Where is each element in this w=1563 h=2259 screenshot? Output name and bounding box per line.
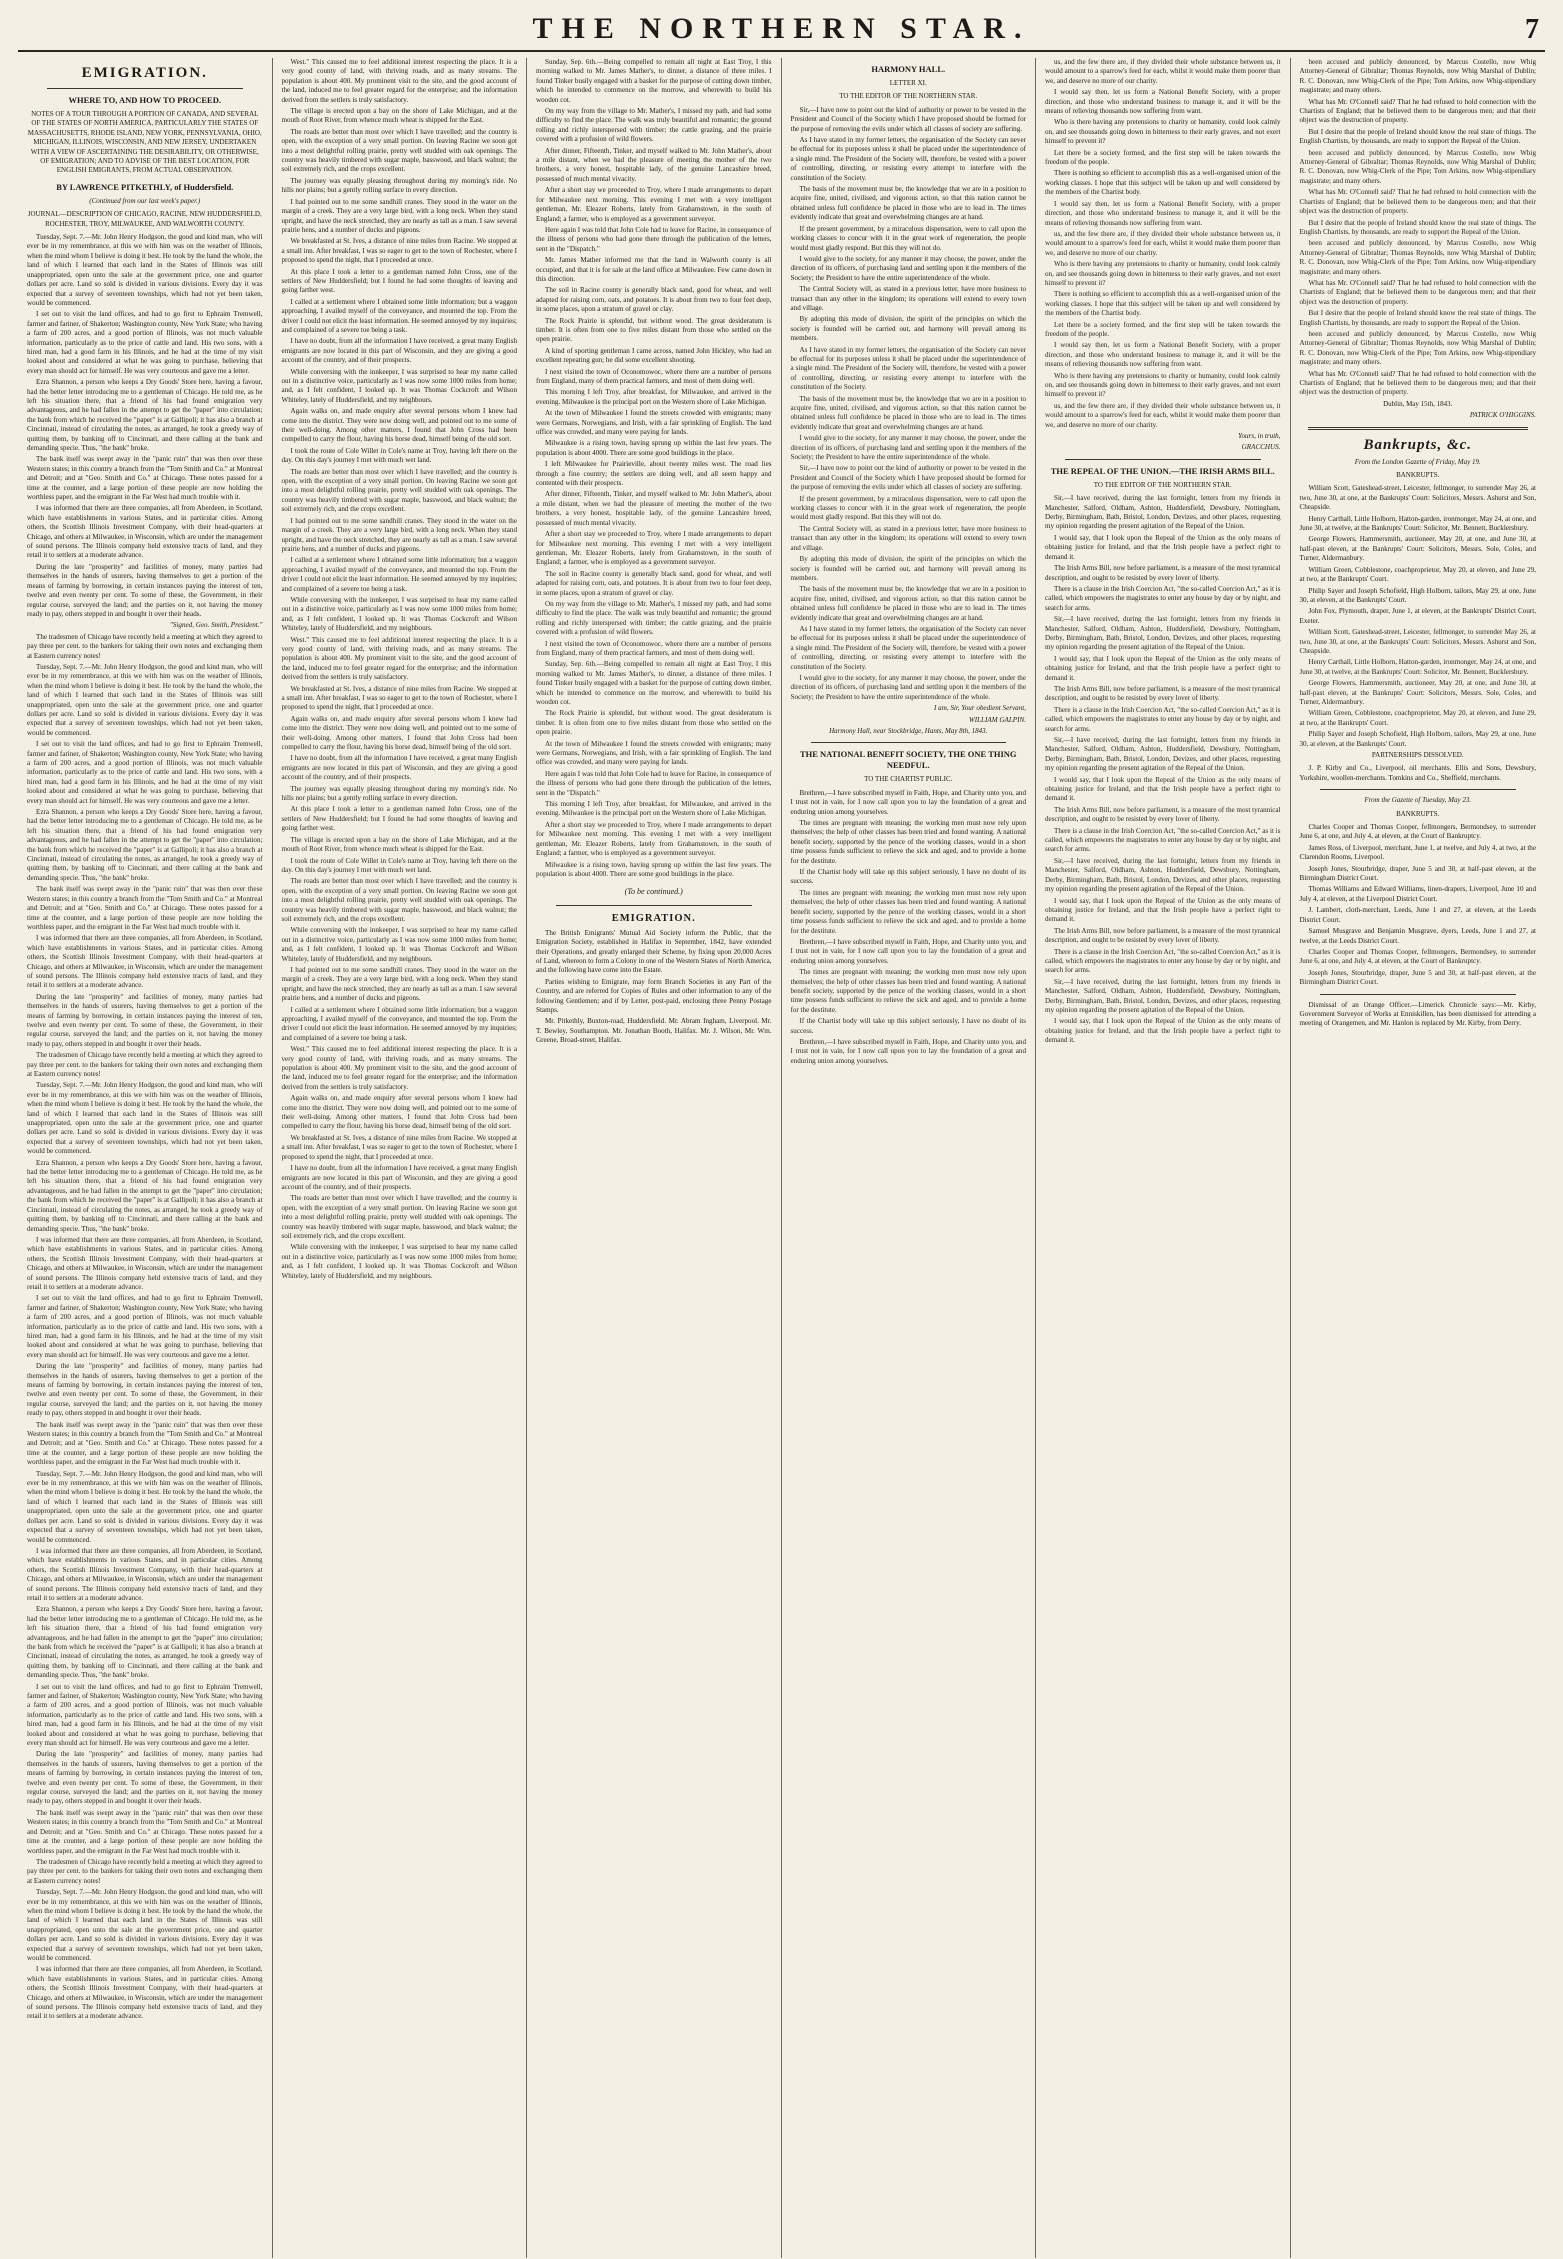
paragraph: I would say, that I look upon the Repeal of the Union as the only means of obtaining justice for Ireland, and that the Irish people have a perfect right to demand it. <box>1045 654 1281 682</box>
paragraph: During the late "prosperity" and facilities of money, many parties had themselves in the hands of usurers, having themselves to get a portion of the means of farming by borrowing, in certain instances paying the interest of ten, twelve and even twenty per cent. To some of these, the Government, in their regular course, surveyed the land; and the parties on it, not having the money ready to pay, others stepped in and bought it over their heads. <box>27 1362 263 1418</box>
paragraph: Let there be a society formed, and the first step will be taken towards the freedom of the people. <box>1045 148 1281 167</box>
paragraph: Charles Cooper and Thomas Cooper, fellmongers, Bermondsey, to surrender June 6, at one, and July 4, at eleven, at the Court of Bankruptcy. <box>1299 947 1536 966</box>
column-3 <box>527 58 782 2258</box>
page-number: 7 <box>1525 14 1539 45</box>
paragraph: The Central Society will, as stated in a previous letter, have more business to transact than any other in the kingdom; its operations will extend to every town and village. <box>790 285 1026 312</box>
paragraph: I would say then, let us form a National Benefit Society, with a proper direction, and those who understand business to manage it, and it will be the means of relieving thousands now suffering from want. <box>1045 341 1281 369</box>
signature: "Signed, Geo. Smith, President." <box>169 621 263 630</box>
paragraph: I was informed that there are three companies, all from Aberdeen, in Scotland, which have establishments in various States, and in particular cities. Among others, the Scottish Illinois Investment Company, with their head-quarters at Chicago, and others at Milwaukee, in Wisconsin, which are under the management of sound persons. The Illinois company held extensive tracts of land, and they retail it to settlers at a moderate advance. <box>27 1546 263 1602</box>
byline: BY LAWRENCE PITKETHLY, of Huddersfield. <box>56 181 234 192</box>
paragraph: Sir,—I have received, during the last fortnight, letters from my friends in Manchester, Salford, Oldham, Ashton, Huddersfield, Dewsbury, Nottingham, Derby, Birmingham, Bath, Bristol, London, Devizes, and other places, requesting my opinion regarding the present agitation of the Repeal of the Union. <box>1045 736 1281 773</box>
paragraph: I set out to visit the land offices, and had to go first to Ephraim Tremwell, farmer and fariner, of Shakerton; Washington county, New York State; who having a farm of 200 acres, and a good portion of Illinois, was not much valuable information, particularly as to the price of cattle and land. His two sons, with a hired man, had a good farm in his Illinois, and he had at the time of my visit looked about and considered at what he was going to purchase, believing that every man should act for himself. He was very courteous and gave me a letter. <box>27 1682 263 1748</box>
paragraph: I would say, that I look upon the Repeal of the Union as the only means of obtaining justice for Ireland, and that the Irish people have a perfect right to demand it. <box>1045 533 1281 561</box>
paragraph: The British Emigrants' Mutual Aid Society inform the Public, that the Emigration Society, established in Halifax in September, 1842, have extended their Operations, and greatly enlarged their Scheme, by fixing upon 20,000 Acres of Land, whereon to form a Colony in one of the Western States of North America, and the following have come into the Estate. <box>536 928 772 975</box>
paragraph: James Ross, of Liverpool, merchant, June 1, at twelve, and July 4, at two, at the Clarendon Rooms, Liverpool. <box>1299 843 1536 862</box>
columns <box>18 58 1545 2258</box>
paragraph: Ezra Shannon, a person who keeps a Dry Goods' Store here, having a favour, had the better letter introducing me to a gentleman of Chicago. He told me, as he left his situation there, that a friend of his had found emigration very advantageous, and he had fallen in the attempt to get the "paper" into circulation; the bank from which he received the "paper" is at Gallipoli; it has also a branch at Cincinnati, instead of circulating the notes, as arranged, he took a greedy way of quitting them, by banking off to Cincinnati, and there calling at the bank and demanding specie. Thus, "the bank" broke. <box>27 378 263 452</box>
divider <box>811 742 1007 743</box>
signature: PATRICK O'HIGGINS. <box>1469 411 1536 420</box>
paragraph: I had pointed out to me some sandhill cranes. They stood in the water on the margin of a creek. They are a very large bird, with a long neck. When they stand upright, and have the neck stretched, they are nearly as tall as a man. I saw several prairie hens, and a number of ducks and pigeons. <box>281 197 517 234</box>
paragraph: I took the route of Cole Willet in Cole's name at Troy, having left there on the day. On this day's journey I met with much wet land. <box>281 856 517 874</box>
continued-note: (Continued from our last week's paper.) <box>89 196 201 205</box>
article-subhead: NOTES OF A TOUR THROUGH A PORTION OF CANADA, AND SEVERAL OF THE STATES OF NORTH AMERICA, PARTICULARLY THE STATES OF MASSACHUSETTS, RHODE ISLAND, NEW YORK, PENNSYLVANIA, OHIO, MICHIGAN, ILLINOIS, WISCONSIN, AND NEW JERSEY, UNDERTAKEN WITH A VIEW OF ASCERTAINING THE DESIRABILITY, OR OTHERWISE, OF EMIGRATION; AND TO ADVISE OF THE BEST LOCATION, FOR ENGLISH EMIGRANTS, FROM ACTUAL OBSERVATION. <box>27 110 262 175</box>
paragraph: The roads are better than most over which I have travelled; and the country is open, with the exception of a very small portion. On leaving Racine we soon got into a most delightful rolling prairie, pretty well studded with oak openings. The country was heavily timbered with sugar maple, basswood, and black walnut; the soil extremely rich, and the crops excellent. <box>281 127 517 174</box>
paragraph: On my way from the village to Mr. Mather's, I missed my path, and had some difficulty to find the place. The walk was truly beautiful and romantic; the ground rolling and richly interspersed with timber; the cattle grazing, and the prairie covered with a profusion of wild flowers. <box>536 107 772 144</box>
emigration-ad-heading: EMIGRATION. <box>611 912 696 924</box>
paragraph: But I desire that the people of Ireland should know the real state of things. The English Chartists, by thousands, are ready to support the Repeal of the Union. <box>1299 309 1536 327</box>
gazette-date: From the London Gazette of Friday, May 19. <box>1354 457 1481 466</box>
paragraph: Milwaukee is a rising town, having sprung up within the last few years. The population is about 4000. There are some good buildings in the place. <box>536 860 772 878</box>
paragraph: I would say, that I look upon the Repeal of the Union as the only means of obtaining justice for Ireland, and that the Irish people have a perfect right to demand it. <box>1045 896 1281 924</box>
article-headline: WHERE TO, AND HOW TO PROCEED. <box>68 95 221 105</box>
divider <box>1320 994 1517 995</box>
paragraph: But I desire that the people of Ireland should know the real state of things. The English Chartists, by thousands, are ready to support the Repeal of the Union. <box>1299 127 1536 146</box>
emigration-heading: EMIGRATION. <box>81 65 208 81</box>
paragraph: I would say, that I look upon the Repeal of the Union as the only means of obtaining justice for Ireland, and that the Irish people have a perfect right to demand it. <box>1045 775 1281 803</box>
paragraph: I was informed that there are three companies, all from Aberdeen, in Scotland, which have establishments in various States, and in particular cities. Among others, the Scottish Illinois Investment Company, with their head-quarters at Chicago, and others at Milwaukee, in Wisconsin, which are under the management of sound persons. The Illinois company held extensive tracts of land, and they retail it to settlers at a moderate advance. <box>27 934 263 990</box>
paragraph: The basis of the movement must be, the knowledge that we are in a position to acquire fine, united, civilised, and vigorous action, so that this nation cannot be obtained unless full confidence be placed in those who are to lead in. The times evidently indicate that great and overwhelming changes are at hand. <box>790 585 1026 622</box>
paragraph: There is a clause in the Irish Coercion Act, "the so-called Coercion Act," as it is called, which empowers the magistrates to enter any house by day or by night, and search for arms. <box>1045 705 1281 733</box>
paragraph: The Central Society will, as stated in a previous letter, have more business to transact than any other in the kingdom; its operations will extend to every town and village. <box>790 524 1026 552</box>
paragraph: If the Chartist body will take up this subject seriously, I have no doubt of its success. <box>790 1017 1026 1035</box>
paragraph: We breakfasted at St. Ives, a distance of nine miles from Racine. We stopped at a small inn. After breakfast, I was so eager to get to the town of Rochester, where I proposed to spend the night, that I proceeded at once. <box>281 684 517 712</box>
paragraph: By adopting this mode of division, the spirit of the principles on which the society is founded will be carried out, and harmony will prevail among its members. <box>790 315 1026 343</box>
closing: Yours, in truth, <box>1238 432 1281 441</box>
paragraph: been accused and publicly denounced, by Marcus Costello, now Whig Attorney-General of Gibraltar; Thomas Reynolds, now Whig Marshal of Dublin; R. C. Donovan, now Whig-Clerk of the Pipe; Tom Arkins, now Whig-stipendiary magistrate; and many others. <box>1299 329 1536 367</box>
paragraph: Sir,—I have received, during the last fortnight, letters from my friends in Manchester, Salford, Oldham, Ashton, Huddersfield, Dewsbury, Nottingham, Derby, Birmingham, Bath, Bristol, London, Devizes, and other places, requesting my opinion regarding the present agitation of the Repeal of the Union. <box>1045 856 1281 894</box>
paragraph: William Green, Cobblestone, coachproprietor, May 20, at eleven, and June 29, at two, at the Bankrupts' Court. <box>1299 709 1536 727</box>
paragraph: George Flowers, Hammersmith, auctioneer, May 20, at one, and June 30, at half-past eleven, at the Bankrupts' Court: Solicitors, Messrs. Sole, Coles, and Turner, Aldermanbury. <box>1299 535 1536 563</box>
paragraph: I set out to visit the land offices, and had to go first to Ephraim Tremwell, farmer and fariner, of Shakerton; Washington county, New York State; who having a farm of 200 acres, and a good portion of Illinois, was not much valuable information, particularly as to the price of cattle and land. His two sons, with a hired man, had a good farm in his Illinois, and he had at the time of my visit looked about and considered at what he was going to purchase, believing that every man should act for himself. He was very courteous and gave me a letter. <box>27 310 263 375</box>
paragraph: Philip Sayer and Joseph Schofield, High Holborn, tailors, May 29, at one, June 30, at eleven, at the Bankrupts' Court. <box>1299 586 1536 604</box>
paragraph: There is a clause in the Irish Coercion Act, "the so-called Coercion Act," as it is called, which empowers the magistrates to enter any house by day or by night, and search for arms. <box>1045 584 1281 612</box>
bankrupts-heading: Bankrupts, &c. <box>1363 436 1473 453</box>
paragraph: While conversing with the innkeeper, I was surprised to hear my name called out in a distinctive voice, particularly as I was now some 1000 miles from home; and, as I felt confident, I looked up. It was Thomas Cockcroft and Wilson Whiteley, lately of Huddersfield, and my neighbours. <box>281 1243 517 1280</box>
paragraph: While conversing with the innkeeper, I was surprised to hear my name called out in a distinctive voice, particularly as I was now some 1000 miles from home; and, as I felt confident, I looked up. It was Thomas Cockcroft and Wilson Whiteley, lately of Huddersfield, and my neighbours. <box>281 595 517 633</box>
paragraph: What has Mr. O'Connell said? That he had refused to hold connection with the Chartists of England; that he believed them to be dangerous men; and that their object was the destruction of property. <box>1299 369 1536 397</box>
divider <box>556 905 752 906</box>
paragraph: Sunday, Sep. 6th.—Being compelled to remain all night at East Troy, I this morning walked to Mr. James Mather's, to dinner, a distance of three miles. I found Tinker busily engaged with a basket for the purpose of cutting down timber, which he intended to commence on the morrow, and wherewith to build his wooden cot. <box>536 58 772 104</box>
paragraph: I next visited the town of Oconomowoc, where there are a number of persons from England, many of them practical farmers, and most of them doing well. <box>536 367 772 385</box>
paragraph: John Fox, Plymouth, draper, June 1, at eleven, at the Bankrupts' District Court, Exeter. <box>1299 607 1536 625</box>
paragraph: Who is there having any pretensions to charity or humanity, could look calmly on, and see thousands going down in bitterness to their early graves, and not exert himself to prevent it? <box>1045 260 1281 287</box>
paragraph: I would say then, let us form a National Benefit Society, with a proper direction, and those who understand business to manage it, and it will be the means of relieving thousands now suffering from want. <box>1045 88 1281 116</box>
paragraph: Tuesday, Sept. 7.—Mr. John Henry Hodgson, the good and kind man, who will ever be in my remembrance, at this we with him was on the weather of Illinois, when the mind whom I believe is doing it best. He took by the hand the whole, the land of which I learned that each land in the States of Illinois was still unappropriated, open unto the sale at the government price, one and quarter dollars per acre. Land so sold is divided in various divisions. Every day it was expected that a survey of seventeen townships, which had not yet been taken, would be commenced. <box>27 233 263 307</box>
paragraph: West." This caused me to feel additional interest respecting the place. It is a very good county of land, with thriving roads, and as many streams. The population is about 400. My prominent visit to the site, and the good account of the land, induced me to feel greater regard for the enterprise; and the information derived from the settlers is truly satisfactory. <box>281 58 517 104</box>
paragraph: There is a clause in the Irish Coercion Act, "the so-called Coercion Act," as it is called, which empowers the magistrates to enter any house by day or by night, and search for arms. <box>1045 947 1281 975</box>
masthead <box>18 0 1545 52</box>
paragraph: The journey was equally pleasing throughout during my morning's ride. No hills nor plains; but a gently rolling surface in every direction. <box>281 176 517 195</box>
column-1 <box>18 58 273 2258</box>
paragraph: Sir,—I have now to point out the kind of authority or power to be vested in the President and Council of the Society which I have proposed should be formed for the purpose of removing the evils under which all classes of society are suffering. <box>790 105 1026 133</box>
divider <box>1320 789 1517 790</box>
paragraph: The bank itself was swept away in the "panic ruin" that was then over these Western states; in this country a branch from the "Tom Smith and Co." at Montreal and Detroit; and at "Geo. Smith and Co." at Chicago. These notes passed for a time at the counter, and a large portion of these people are now holding the worthless paper, and the emigrant in the Far West had much trouble with it. <box>27 1808 263 1855</box>
paragraph: A kind of sporting gentleman I came across, named John Hickley, who had an excellent repeating gun; he did some excellent shooting. <box>536 346 772 365</box>
paragraph: Brethren,—I have subscribed myself in Faith, Hope, and Charity unto you, and I trust not in vain, for I now call upon you to lay the foundation of a great and enduring union among yourselves. <box>790 1037 1026 1065</box>
dissolved-subheading: PARTNERSHIPS DISSOLVED. <box>1371 751 1464 759</box>
paragraph: What has Mr. O'Connell said? That he had refused to hold connection with the Chartists of England; that he believed them to be dangerous men; and that their object was the destruction of property. <box>1299 188 1536 216</box>
paragraph: What has Mr. O'Connell said? That he had refused to hold connection with the Chartists of England; that he believed them to be dangerous men; and that their object was the destruction of property. <box>1299 278 1536 306</box>
paragraph: The Irish Arms Bill, now before parliament, is a measure of the most tyrannical description, and ought to be resisted by every lover of liberty. <box>1045 926 1281 945</box>
paragraph: Parties wishing to Emigrate, may form Branch Societies in any Part of the Country, and are referred for Copies of Rules and other information to any of the following Gentlemen; and if by Letter, post-paid, enclosing three Penny Postage Stamps. <box>536 977 772 1014</box>
paper-title: THE NORTHERN STAR. <box>532 12 1031 45</box>
paragraph: Charles Cooper and Thomas Cooper, fellmongers, Bermondsey, to surrender June 6, at one, and July 4, at eleven, at the Court of Bankruptcy. <box>1299 823 1536 841</box>
paragraph: us, and the few there are, if they divided their whole substance between us, it would amount to a sparrow's feed for each, whilst it would make them poorer than we, and deserve no more of our charity. <box>1045 229 1281 257</box>
column-5 <box>1036 58 1291 2258</box>
paragraph: The roads are better than most over which I have travelled; and the country is open, with the exception of a very small portion. On leaving Racine we soon got into a most delightful rolling prairie, pretty well studded with oak openings. The country was heavily timbered with sugar maple, basswood, and black walnut; the soil extremely rich, and the crops excellent. <box>281 877 517 923</box>
paragraph: Ezra Shannon, a person who keeps a Dry Goods' Store here, having a favour, had the better letter introducing me to a gentleman of Chicago. He told me, as he left his situation there, that a friend of his had found emigration very advantageous, and he had fallen in the attempt to get the "paper" into circulation; the bank from which he received the "paper" is at Gallipoli; it has also a branch at Cincinnati, instead of circulating the notes, as arranged, he took a greedy way of quitting them, by banking off to Cincinnati, and there calling at the bank and demanding specie. Thus, "the bank" broke. <box>27 1158 263 1233</box>
paragraph: William Green, Cobblestone, coachproprietor, May 20, at eleven, and June 29, at two, at the Bankrupts' Court. <box>1299 565 1536 584</box>
paragraph: But I desire that the people of Ireland should know the real state of things. The English Chartists, by thousands, are ready to support the Repeal of the Union. <box>1299 218 1536 236</box>
paragraph: The roads are better than most over which I have travelled; and the country is open, with the exception of a very small portion. On leaving Racine we soon got into a most delightful rolling prairie, pretty well studded with oak openings. The country was heavily timbered with sugar maple, basswood, and black walnut; the soil extremely rich, and the crops excellent. <box>281 467 517 514</box>
paragraph: On my way from the village to Mr. Mather's, I missed my path, and had some difficulty to find the place. The walk was truly beautiful and romantic; the ground rolling and richly interspersed with timber; the cattle grazing, and the prairie covered with a profusion of wild flowers. <box>536 599 772 637</box>
paragraph: The times are pregnant with meaning; the working men must now rely upon themselves; the help of other classes has been tried and found wanting. A national benefit society, supported by the pence of the working classes, would in a short time possess funds sufficient to relieve the sick and aged, and to provide a home for the destitute. <box>790 819 1026 865</box>
paragraph: Who is there having any pretensions to charity or humanity, could look calmly on, and see thousands going down in bitterness to their early graves, and not exert himself to prevent it? <box>1045 118 1281 146</box>
paragraph: At the town of Milwaukee I found the streets crowded with emigrants; many were Germans, Norwegians, and Irish, with a fair sprinkling of English. The land office was crowded, and many were paying for lands. <box>536 739 772 767</box>
paragraph: Milwaukee is a rising town, having sprung up within the last few years. The population is about 4000. There are some good buildings in the place. <box>536 439 772 457</box>
gazette-date: From the Gazette of Tuesday, May 23. <box>1364 796 1472 805</box>
divider <box>1308 427 1529 430</box>
paragraph: While conversing with the innkeeper, I was surprised to hear my name called out in a distinctive voice, particularly as I was now some 1000 miles from home; and, as I felt confident, I looked up. It was Thomas Cockcroft and Wilson Whiteley, lately of Huddersfield, and my neighbours. <box>281 367 517 404</box>
paragraph: We breakfasted at St. Ives, a distance of nine miles from Racine. We stopped at a small inn. After breakfast, I was so eager to get to the town of Rochester, where I proposed to spend the night, that I proceeded at once. <box>281 237 517 265</box>
paragraph: At the town of Milwaukee I found the streets crowded with emigrants; many were Germans, Norwegians, and Irish, with a fair sprinkling of English. The land office was crowded, and many were paying for lands. <box>536 409 772 437</box>
paragraph: The times are pregnant with meaning; the working men must now rely upon themselves; the help of other classes has been tried and found wanting. A national benefit society, supported by the pence of the working classes, would in a short time possess funds sufficient to relieve the sick and aged, and to provide a home for the destitute. <box>790 888 1026 935</box>
repeal-heading: THE REPEAL OF THE UNION.—THE IRISH ARMS BILL. <box>1050 465 1275 476</box>
paragraph: us, and the few there are, if they divided their whole substance between us, it would amount to a sparrow's feed for each, whilst it would make them poorer than we, and deserve no more of our charity. <box>1045 58 1281 85</box>
paragraph: There is nothing so efficient to accomplish this as a well-organised union of the working classes. I hope that this subject will be taken up and well considered by the members of the Chartist body. <box>1045 290 1281 318</box>
paragraph: Let there be a society formed, and the first step will be taken towards the freedom of the people. <box>1045 320 1281 338</box>
paragraph: Who is there having any pretensions to charity or humanity, could look calmly on, and see thousands going down in bitterness to their early graves, and not exert himself to prevent it? <box>1045 371 1281 399</box>
paragraph: I called at a settlement where I obtained some little information; but a waggon approaching, I availed myself of the conveyance, and mounted the top. From the driver I could not elicit the least information. He seemed annoyed by my inquiries; and complained of a severe toe being a task. <box>281 556 517 593</box>
signature: GRACCHUS. <box>1241 443 1281 452</box>
paragraph: I called at a settlement where I obtained some little information; but a waggon approaching, I availed myself of the conveyance, and mounted the top. From the driver I could not elicit the least information. He seemed annoyed by my inquiries; and complained of a severe toe being a task. <box>281 297 517 334</box>
paragraph: The bank itself was swept away in the "panic ruin" that was then over these Western states; in this country a branch from the "Tom Smith and Co." at Montreal and Detroit; and at "Geo. Smith and Co." at Chicago. These notes passed for a time at the counter, and a large portion of these people are now holding the worthless paper, and the emigrant in the Far West had much trouble with it. <box>27 1420 263 1467</box>
paragraph: As I have stated in my former letters, the organisation of the Society can never be effectual for its purposes unless it shall be placed under the superintendence of a single mind. The President of the Society will, therefore, be vested with a power of controlling, directing, or resisting every attempt to interfere with the constitution of the Society. <box>790 624 1026 671</box>
paragraph: Sir,—I have received, during the last fortnight, letters from my friends in Manchester, Salford, Oldham, Ashton, Huddersfield, Dewsbury, Nottingham, Derby, Birmingham, Bath, Bristol, London, Devizes, and other places, requesting my opinion regarding the present agitation of the Repeal of the Union. <box>1045 977 1281 1014</box>
dateline: Harmony Hall, near Stockbridge, Hants, May 8th, 1843. <box>829 727 988 735</box>
paragraph: I took the route of Cole Willet in Cole's name at Troy, having left there on the day. On this day's journey I met with much wet land. <box>281 446 517 465</box>
paragraph: been accused and publicly denounced, by Marcus Costello, now Whig Attorney-General of Gibraltar; Thomas Reynolds, now Whig Marshal of Dublin; R. C. Donovan, now Whig-Clerk of the Pipe; Tom Arkins, now Whig-stipendiary magistrate; and many others. <box>1299 58 1536 95</box>
paragraph: While conversing with the innkeeper, I was surprised to hear my name called out in a distinctive voice, particularly as I was now some 1000 miles from home; and, as I felt confident, I looked up. It was Thomas Cockcroft and Wilson Whiteley, lately of Huddersfield, and my neighbours. <box>281 926 517 963</box>
paragraph: Thomas Williams and Edward Williams, linen-drapers, Liverpool, June 10 and July 4, at eleven, at the Liverpool District Court. <box>1299 885 1536 903</box>
paragraph: Brethren,—I have subscribed myself in Faith, Hope, and Charity unto you, and I trust not in vain, for I now call upon you to lay the foundation of a great and enduring union among yourselves. <box>790 788 1026 816</box>
paragraph: After a short stay we proceeded to Troy, where I made arrangements to depart for Milwaukee next morning. This evening I met with a very intelligent gentleman, Mr. Eleazer Roberts, lately from Grahamstown, in the south of England; a farmer, who is employed as a government surveyor. <box>536 186 772 223</box>
paragraph: Henry Carthall, Little Holborn, Hatton-garden, ironmonger, May 24, at one, and June 30, at twelve, at the Bankrupts' Court: Solicitor, Mr. Bennett, Bucklersbury. <box>1299 514 1536 533</box>
paragraph: At this place I took a letter to a gentleman named John Cross, one of the settlers of New Huddersfield; but I found he had some thoughts of leaving and going farther west. <box>281 267 517 295</box>
paragraph: I would say then, let us form a National Benefit Society, with a proper direction, and those who understand business to manage it, and it will be the means of relieving thousands now suffering from want. <box>1045 199 1281 227</box>
paragraph: I left Milwaukee for Prairieville, about twenty miles west. The road lies through a fine country; the settlers are doing well, and all seem happy and contented with their prospects. <box>536 460 772 488</box>
paragraph: I would give to the society, for any manner it may choose, the power, under the direction of its officers, of purchasing land and settling upon it the members of the Society; the President to have the entire superintendence of the whole. <box>790 673 1026 701</box>
paragraph: I next visited the town of Oconomowoc, where there are a number of persons from England, many of them practical farmers, and most of them doing well. <box>536 639 772 657</box>
paragraph: The bank itself was swept away in the "panic ruin" that was then over these Western states; in this country a branch from the "Tom Smith and Co." at Montreal and Detroit; and at "Geo. Smith and Co." at Chicago. These notes passed for a time at the counter, and a large portion of these people are now holding the worthless paper, and the emigrant in the Far West had much trouble with it. <box>27 455 263 502</box>
paragraph: The tradesmen of Chicago have recently held a meeting at which they agreed to pay three per cent. to the bankers for taking their own notes and exchanging them at Eastern currency notes! <box>27 1857 263 1885</box>
paragraph: The bank itself was swept away in the "panic ruin" that was then over these Western states; in this country a branch from the "Tom Smith and Co." at Montreal and Detroit; and at "Geo. Smith and Co." at Chicago. These notes passed for a time at the counter, and a large portion of these people are now holding the worthless paper, and the emigrant in the Far West had much trouble with it. <box>27 885 263 931</box>
paragraph: The times are pregnant with meaning; the working men must now rely upon themselves; the help of other classes has been tried and found wanting. A national benefit society, supported by the pence of the working classes, would in a short time possess funds sufficient to relieve the sick and aged, and to provide a home for the destitute. <box>790 968 1026 1014</box>
paragraph: West." This caused me to feel additional interest respecting the place. It is a very good county of land, with thriving roads, and as many streams. The population is about 400. My prominent visit to the site, and the good account of the land, induced me to feel greater regard for the enterprise; and the information derived from the settlers is truly satisfactory. <box>281 1045 517 1091</box>
paragraph: Mr. Pitkethly, Buxton-road, Huddersfield. Mr. Abram Ingham, Liverpool. Mr. T. Bewley, Southampton. Mr. Jonathan Booth, Halifax. Mr. J. Wilson, Mr. Wm. Greene, Broad-street, Halifax. <box>536 1017 772 1045</box>
paragraph: Again walks on, and made enquiry after several persons whom I knew had come into the district. They were now doing well, and pointed out to me some of their well-doing. Among other matters, I found that John Cross had been compelled to carry the flour, having his horse dead, himself being of the old sort. <box>281 714 517 752</box>
paragraph: Philip Sayer and Joseph Schofield, High Holborn, tailors, May 29, at one, June 30, at eleven, at the Bankrupts' Court. <box>1299 730 1536 748</box>
paragraph: Joseph Jones, Stourbridge, draper, June 5 and 30, at half-past eleven, at the Birmingham District Court. <box>1299 968 1536 987</box>
paragraph: Sir,—I have received, during the last fortnight, letters from my friends in Manchester, Salford, Oldham, Ashton, Huddersfield, Dewsbury, Nottingham, Derby, Birmingham, Bath, Bristol, London, Devizes, and other places, requesting my opinion regarding the present agitation of the Repeal of the Union. <box>1045 615 1281 652</box>
paragraph: Tuesday, Sept. 7.—Mr. John Henry Hodgson, the good and kind man, who will ever be in my remembrance, at this we with him was on the weather of Illinois, when the mind whom I believe is doing it best. He took by the hand the whole, the land of which I learned that each land in the States of Illinois was still unappropriated, open unto the sale at the government price, one and quarter dollars per acre. Land so sold is divided in various divisions. Every day it was expected that a survey of seventeen townships, which had not yet been taken, would be commenced. <box>27 1081 263 1156</box>
paragraph: I was informed that there are three companies, all from Aberdeen, in Scotland, which have establishments in various States, and in particular cities. Among others, the Scottish Illinois Investment Company, with their head-quarters at Chicago, and others at Milwaukee, in Wisconsin, which are under the management of sound persons. The Illinois company held extensive tracts of land, and they retail it to settlers at a moderate advance. <box>27 1965 263 2021</box>
paragraph: William Scott, Gateshead-street, Leicester, fellmonger, to surrender May 26, at two, June 30, at one, at the Bankrupts' Court: Solicitors, Messrs. Ashurst and Son, Cheapside. <box>1299 628 1536 655</box>
paragraph: During the late "prosperity" and facilities of money, many parties had themselves in the hands of usurers, having themselves to get a portion of the means of farming by borrowing, in certain instances paying the interest of ten, twelve and even twenty per cent. To some of these, the Government, in their regular course, surveyed the land; and the parties on it, not having the money ready to pay, others stepped in and bought it over their heads. <box>27 1750 263 1806</box>
paragraph: I would give to the society, for any manner it may choose, the power, under the direction of its officers, of purchasing land and settling upon it the members of the Society; the President to have the entire superintendence of the whole. <box>790 254 1026 282</box>
column-2 <box>273 58 528 2258</box>
date-sign: Dublin, May 15th, 1843. <box>1383 399 1453 408</box>
paragraph: This morning I left Troy, after breakfast, for Milwaukee, and arrived in the evening. Milwaukee is the principal port on the Western shore of Lake Michigan. <box>536 800 772 818</box>
paragraph: Henry Carthall, Little Holborn, Hatton-garden, ironmonger, May 24, at one, and June 30, at twelve, at the Bankrupts' Court: Solicitor, Mr. Bennett, Bucklersbury. <box>1299 658 1536 676</box>
paragraph: Again walks on, and made enquiry after several persons whom I knew had come into the district. They were now doing well, and pointed out to me some of their well-doing. Among other matters, I found that John Cross had been compelled to carry the flour, having his horse dead, himself being of the old sort. <box>281 407 517 444</box>
paragraph: After dinner, Fifteenth, Tinker, and myself walked to Mr. John Mather's, about a mile distant, when we had the pleasure of meeting the mother of the two brothers, a very honest, hospitable lady, of the genuine Lancashire breed, possessed of much mental vivacity. <box>536 146 772 183</box>
paragraph: The village is erected upon a bay on the shore of Lake Michigan, and at the mouth of Root River, from whence much wheat is shipped for the East. <box>281 835 517 854</box>
paragraph: If the Chartist body will take up this subject seriously, I have no doubt of its success. <box>790 868 1026 886</box>
paragraph: The village is erected upon a bay on the shore of Lake Michigan, and at the mouth of Root River, from whence much wheat is shipped for the East. <box>281 107 517 125</box>
paragraph: The Irish Arms Bill, now before parliament, is a measure of the most tyrannical description, and ought to be resisted by every lover of liberty. <box>1045 805 1281 824</box>
paragraph: West." This caused me to feel additional interest respecting the place. It is a very good county of land, with thriving roads, and as many streams. The population is about 400. My prominent visit to the site, and the good account of the land, induced me to feel greater regard for the enterprise; and the information derived from the settlers is truly satisfactory. <box>281 635 517 682</box>
paragraph: I had pointed out to me some sandhill cranes. They stood in the water on the margin of a creek. They are a very large bird, with a long neck. When they stand upright, and have the neck stretched, they are nearly as tall as a man. I saw several prairie hens, and a number of ducks and pigeons. <box>281 965 517 1003</box>
closing: I am, Sir, Your obedient Servant, <box>934 704 1026 713</box>
paragraph: Samuel Musgrave and Benjamin Musgrave, dyers, Leeds, June 1 and 27, at twelve, at the Leeds District Court. <box>1299 927 1536 945</box>
paragraph: There is nothing so efficient to accomplish this as a well-organised union of the working classes. I hope that this subject will be taken up and well considered by the members of the Chartist body. <box>1045 169 1281 197</box>
paragraph: During the late "prosperity" and facilities of money, many parties had themselves in the hands of usurers, having themselves to get a portion of the means of farming by borrowing, in certain instances paying the interest of ten, twelve and even twenty per cent. To some of these, the Government, in their regular course, surveyed the land; and the parties on it, not having the money ready to pay, others stepped in and bought it over their heads. <box>27 562 263 618</box>
divider <box>47 88 243 89</box>
paragraph: As I have stated in my former letters, the organisation of the Society can never be effectual for its purposes unless it shall be placed under the superintendence of a single mind. The President of the Society will, therefore, be vested with a power of controlling, directing, or resisting every attempt to interfere with the constitution of the Society. <box>790 136 1026 182</box>
paragraph: After dinner, Fifteenth, Tinker, and myself walked to Mr. John Mather's, about a mile distant, when we had the pleasure of meeting the mother of the two brothers, a very honest, hospitable lady, of the genuine Lancashire breed, possessed of much mental vivacity. <box>536 490 772 527</box>
paragraph: Sir,—I have now to point out the kind of authority or power to be vested in the President and Council of the Society which I have proposed should be formed for the purpose of removing the evils under which all classes of society are suffering. <box>790 464 1026 492</box>
paragraph: I would say, that I look upon the Repeal of the Union as the only means of obtaining justice for Ireland, and that the Irish people have a perfect right to demand it. <box>1045 1017 1281 1045</box>
paragraph: After a short stay we proceeded to Troy, where I made arrangements to depart for Milwaukee next morning. This evening I met with a very intelligent gentleman, Mr. Eleazer Roberts, lately from Grahamstown, in the south of England; a farmer, who is employed as a government surveyor. <box>536 530 772 567</box>
paragraph: I set out to visit the land offices, and had to go first to Ephraim Tremwell, farmer and fariner, of Shakerton; Washington county, New York State; who having a farm of 200 acres, and a good portion of Illinois, was not much valuable information, particularly as to the price of cattle and land. His two sons, with a hired man, had a good farm in his Illinois, and he had at the time of my visit looked about and considered at what he was going to purchase, believing that every man should act for himself. He was very courteous and gave me a letter. <box>27 740 263 805</box>
divider <box>1065 459 1261 460</box>
paragraph: Dismissal of an Orange Officer.—Limerick Chronicle says:—Mr. Kirby, Government Surveyor of Works at Enniskillen, has been dismissed for attending a meeting of Orangemen, and Mr. Hanlon is replaced by Mr. Kirby, from Derry. <box>1299 1000 1536 1028</box>
paragraph: Mr. James Mather informed me that the land in Walworth county is all occupied, and that it is for sale at the land office at Milwaukee. Few came down in this direction. <box>536 256 772 283</box>
paragraph: The Rock Prairie is splendid, but without wood. The great desideratum is timber. It is often from one to five miles distant from those who settled on the open prairie. <box>536 709 772 737</box>
harmony-hall-heading: HARMONY HALL. <box>871 64 946 74</box>
letter-number: LETTER XI. <box>889 79 927 87</box>
paragraph: I called at a settlement where I obtained some little information; but a waggon approaching, I availed myself of the conveyance, and mounted the top. From the driver I could not elicit the least information. He seemed annoyed by my inquiries; and complained of a severe toe being a task. <box>281 1005 517 1042</box>
paragraph: What has Mr. O'Connell said? That he had refused to hold connection with the Chartists of England; that he believed them to be dangerous men; and that their object was the destruction of property. <box>1299 97 1536 125</box>
paragraph: J. P. Kirby and Co., Liverpool, oil merchants. Ellis and Sons, Dewsbury, Yorkshire, woollen-merchants. Tomkins and Co., Sheffield, merchants. <box>1299 764 1536 782</box>
paragraph: The Irish Arms Bill, now before parliament, is a measure of the most tyrannical description, and ought to be resisted by every lover of liberty. <box>1045 564 1281 582</box>
paragraph: Again walks on, and made enquiry after several persons whom I knew had come into the district. They were now doing well, and pointed out to me some of their well-doing. Among other matters, I found that John Cross had been compelled to carry the flour, having his horse dead, himself being of the old sort. <box>281 1094 517 1131</box>
paragraph: We breakfasted at St. Ives, a distance of nine miles from Racine. We stopped at a small inn. After breakfast, I was so eager to get to the town of Rochester, where I proposed to spend the night, that I proceeded at once. <box>281 1133 517 1161</box>
paragraph: Ezra Shannon, a person who keeps a Dry Goods' Store here, having a favour, had the better letter introducing me to a gentleman of Chicago. He told me, as he left his situation there, that a friend of his had found emigration very advantageous, and he had fallen in the attempt to get the "paper" into circulation; the bank from which he received the "paper" is at Gallipoli; it has also a branch at Cincinnati, instead of circulating the notes, as arranged, he took a greedy way of quitting them, by banking off to Cincinnati, and there calling at the bank and demanding specie. Thus, "the bank" broke. <box>27 1605 263 1680</box>
benefit-society-heading: THE NATIONAL BENEFIT SOCIETY, THE ONE THING NEEDFUL. <box>799 749 1017 771</box>
signature: WILLIAM GALPIN. <box>968 715 1026 724</box>
paragraph: There is a clause in the Irish Coercion Act, "the so-called Coercion Act," as it is called, which empowers the magistrates to enter any house by day or by night, and search for arms. <box>1045 826 1281 854</box>
paragraph: I had pointed out to me some sandhill cranes. They stood in the water on the margin of a creek. They are a very large bird, with a long neck. When they stand upright, and have the neck stretched, they are nearly as tall as a man. I saw several prairie hens, and a number of ducks and pigeons. <box>281 516 517 553</box>
paragraph: Sir,—I have received, during the last fortnight, letters from my friends in Manchester, Salford, Oldham, Ashton, Huddersfield, Dewsbury, Nottingham, Derby, Birmingham, Bath, Bristol, London, Devizes, and other places, requesting my opinion regarding the present agitation of the Repeal of the Union. <box>1045 494 1281 531</box>
paragraph: By adopting this mode of division, the spirit of the principles on which the society is founded will be carried out, and harmony will prevail among its members. <box>790 555 1026 582</box>
paragraph: been accused and publicly denounced, by Marcus Costello, now Whig Attorney-General of Gibraltar; Thomas Reynolds, now Whig Marshal of Dublin; R. C. Donovan, now Whig-Clerk of the Pipe; Tom Arkins, now Whig-stipendiary magistrate; and many others. <box>1299 239 1536 276</box>
paragraph: I set out to visit the land offices, and had to go first to Ephraim Tremwell, farmer and fariner, of Shakerton; Washington county, New York State; who having a farm of 200 acres, and a good portion of Illinois, was not much valuable information, particularly as to the price of cattle and land. His two sons, with a hired man, had a good farm in his Illinois, and he had at the time of my visit looked about and considered at what he was going to purchase, believing that every man should act for himself. He was very courteous and gave me a letter. <box>27 1294 263 1359</box>
bankrupts-subheading: BANKRUPTS. <box>1396 471 1440 480</box>
paragraph: been accused and publicly denounced, by Marcus Costello, now Whig Attorney-General of Gibraltar; Thomas Reynolds, now Whig Marshal of Dublin; R. C. Donovan, now Whig-Clerk of the Pipe; Tom Arkins, now Whig-stipendiary magistrate; and many others. <box>1299 148 1536 185</box>
paragraph: The Rock Prairie is splendid, but without wood. The great desideratum is timber. It is often from one to five miles distant from those who settled on the open prairie. <box>536 316 772 344</box>
paragraph: If the present government, by a miraculous dispensation, were to call upon the working classes to concur with it in the great work of regeneration, the people would most gladly respond. But this they will not do. <box>790 224 1026 252</box>
paragraph: The Irish Arms Bill, now before parliament, is a measure of the most tyrannical description, and ought to be resisted by every lover of liberty. <box>1045 684 1281 703</box>
bankrupts-subheading: BANKRUPTS. <box>1396 809 1440 818</box>
letter-to: TO THE EDITOR OF THE NORTHERN STAR. <box>1093 480 1232 489</box>
paragraph: I would give to the society, for any manner it may choose, the power, under the direction of its officers, of purchasing land and settling upon it the members of the Society; the President to have the entire superintendence of the whole. <box>790 434 1026 462</box>
paragraph: As I have stated in my former letters, the organisation of the Society can never be effectual for its purposes unless it shall be placed under the superintendence of a single mind. The President of the Society will, therefore, be vested with a power of controlling, directing, or resisting every attempt to interfere with the constitution of the Society. <box>790 345 1026 392</box>
paragraph: Tuesday, Sept. 7.—Mr. John Henry Hodgson, the good and kind man, who will ever be in my remembrance, at this we with him was on the weather of Illinois, when the mind whom I believe is doing it best. He took by the hand the whole, the land of which I learned that each land in the States of Illinois was still unappropriated, open unto the sale at the government price, one and quarter dollars per acre. Land so sold is divided in various divisions. Every day it was expected that a survey of seventeen townships, which had not yet been taken, would be commenced. <box>27 1469 263 1544</box>
to-be-continued: (To be continued.) <box>624 887 683 897</box>
paragraph: J. Lambert, cloth-merchant, Leeds, June 1 and 27, at eleven, at the Leeds District Court. <box>1299 906 1536 924</box>
paragraph: Here again I was told that John Cole had to leave for Racine, in consequence of the illness of persons who had gone there through the publication of the letters, sent in the "Dispatch." <box>536 225 772 253</box>
paragraph: I have no doubt, from all the information I have received, a great many English emigrants are now located in this part of Wisconsin, and they are giving a good account of the country, and of their prospects. <box>281 754 517 782</box>
paragraph: After a short stay we proceeded to Troy, where I made arrangements to depart for Milwaukee next morning. This evening I met with a very intelligent gentleman, Mr. Eleazer Roberts, lately from Grahamstown, in the south of England; a farmer, who is employed as a government surveyor. <box>536 820 772 858</box>
paragraph: During the late "prosperity" and facilities of money, many parties had themselves in the hands of usurers, having themselves to get a portion of the means of farming by borrowing, in certain instances paying the interest of ten, twelve and even twenty per cent. To some of these, the Government, in their regular course, surveyed the land; and the parties on it, not having the money ready to pay, others stepped in and bought it over their heads. <box>27 992 263 1048</box>
paragraph: This morning I left Troy, after breakfast, for Milwaukee, and arrived in the evening. Milwaukee is the principal port on the Western shore of Lake Michigan. <box>536 388 772 406</box>
letter-to: TO THE CHARTIST PUBLIC. <box>864 775 953 784</box>
paragraph: I have no doubt, from all the information I have received, a great many English emigrants are now located in this part of Wisconsin, and they are giving a good account of the country, and of their prospects. <box>281 337 517 365</box>
paragraph: The journey was equally pleasing throughout during my morning's ride. No hills nor plains; but a gently rolling surface in every direction. <box>281 784 517 803</box>
paragraph: Tuesday, Sept. 7.—Mr. John Henry Hodgson, the good and kind man, who will ever be in my remembrance, at this we with him was on the weather of Illinois, when the mind whom I believe is doing it best. He took by the hand the whole, the land of which I learned that each land in the States of Illinois was still unappropriated, open unto the sale at the government price, one and quarter dollars per acre. Land so sold is divided in various divisions. Every day it was expected that a survey of seventeen townships, which had not yet been taken, would be commenced. <box>27 1888 263 1962</box>
paragraph: William Scott, Gateshead-street, Leicester, fellmonger, to surrender May 26, at two, June 30, at one, at the Bankrupts' Court: Solicitors, Messrs. Ashurst and Son, Cheapside. <box>1299 484 1536 512</box>
paragraph: Joseph Jones, Stourbridge, draper, June 5 and 30, at half-past eleven, at the Birmingham District Court. <box>1299 864 1536 883</box>
paragraph: I was informed that there are three companies, all from Aberdeen, in Scotland, which have establishments in various States, and in particular cities. Among others, the Scottish Illinois Investment Company, with their head-quarters at Chicago, and others at Milwaukee, in Wisconsin, which are under the management of sound persons. The Illinois company held extensive tracts of land, and they retail it to settlers at a moderate advance. <box>27 504 263 560</box>
journal-heading: JOURNAL—DESCRIPTION OF CHICAGO, RACINE, NEW HUDDERSFIELD, ROCHESTER, TROY, MILWAUKEE, AND WALWORTH COUNTY. <box>27 210 262 228</box>
paragraph: If the present government, by a miraculous dispensation, were to call upon the working classes to concur with it in the great work of regeneration, the people would most gladly respond. But this they will not do. <box>790 494 1026 522</box>
paragraph: Sunday, Sep. 6th.—Being compelled to remain all night at East Troy, I this morning walked to Mr. James Mather's, to dinner, a distance of three miles. I found Tinker busily engaged with a basket for the purpose of cutting down timber, which he intended to commence on the morrow, and wherewith to build his wooden cot. <box>536 660 772 706</box>
paragraph: The soil in Racine county is generally black sand, good for wheat, and well adapted for raising corn, oats, and potatoes. It is about from two to four feet deep, in some places, upon a stratum of gravel or clay. <box>536 569 772 597</box>
paragraph: Tuesday, Sept. 7.—Mr. John Henry Hodgson, the good and kind man, who will ever be in my remembrance, at this we with him was on the weather of Illinois, when the mind whom I believe is doing it best. He took by the hand the whole, the land of which I learned that each land in the States of Illinois was still unappropriated, open unto the sale at the government price, one and quarter dollars per acre. Land so sold is divided in various divisions. Every day it was expected that a survey of seventeen townships, which had not yet been taken, would be commenced. <box>27 662 263 737</box>
letter-to: TO THE EDITOR OF THE NORTHERN STAR. <box>839 92 978 101</box>
paragraph: The basis of the movement must be, the knowledge that we are in a position to acquire fine, united, civilised, and vigorous action, so that this nation cannot be obtained unless full confidence be placed in those who are to lead in. The times evidently indicate that great and overwhelming changes are at hand. <box>790 394 1026 431</box>
paragraph: The soil in Racine county is generally black sand, good for wheat, and well adapted for raising corn, oats, and potatoes. It is about from two to four feet deep, in some places, upon a stratum of gravel or clay. <box>536 286 772 314</box>
paragraph: The tradesmen of Chicago have recently held a meeting at which they agreed to pay three per cent. to the bankers for taking their own notes and exchanging them at Eastern currency notes! <box>27 632 263 660</box>
paragraph: Here again I was told that John Cole had to leave for Racine, in consequence of the illness of persons who had gone there through the publication of the letters, sent in the "Dispatch." <box>536 769 772 797</box>
column-4 <box>782 58 1037 2258</box>
paragraph: At this place I took a letter to a gentleman named John Cross, one of the settlers of New Huddersfield; but I found he had some thoughts of leaving and going farther west. <box>281 805 517 833</box>
paragraph: I have no doubt, from all the information I have received, a great many English emigrants are now located in this part of Wisconsin, and they are giving a good account of the country, and of their prospects. <box>281 1164 517 1191</box>
paragraph: George Flowers, Hammersmith, auctioneer, May 20, at one, and June 30, at half-past eleven, at the Bankrupts' Court: Solicitors, Messrs. Sole, Coles, and Turner, Aldermanbury. <box>1299 679 1536 706</box>
column-6 <box>1291 58 1546 2258</box>
paragraph: Brethren,—I have subscribed myself in Faith, Hope, and Charity unto you, and I trust not in vain, for I now call upon you to lay the foundation of a great and enduring union among yourselves. <box>790 937 1026 965</box>
paragraph: Ezra Shannon, a person who keeps a Dry Goods' Store here, having a favour, had the better letter introducing me to a gentleman of Chicago. He told me, as he left his situation there, that a friend of his had found emigration very advantageous, and he had fallen in the attempt to get the "paper" into circulation; the bank from which he received the "paper" is at Gallipoli; it has also a branch at Cincinnati, instead of circulating the notes, as arranged, he took a greedy way of quitting them, by banking off to Cincinnati, and there calling at the bank and demanding specie. Thus, "the bank" broke. <box>27 808 263 882</box>
paragraph: The roads are better than most over which I have travelled; and the country is open, with the exception of a very small portion. On leaving Racine we soon got into a most delightful rolling prairie, pretty well studded with oak openings. The country was heavily timbered with sugar maple, basswood, and black walnut; the soil extremely rich, and the crops excellent. <box>281 1194 517 1240</box>
paragraph: I was informed that there are three companies, all from Aberdeen, in Scotland, which have establishments in various States, and in particular cities. Among others, the Scottish Illinois Investment Company, with their head-quarters at Chicago, and others at Milwaukee, in Wisconsin, which are under the management of sound persons. The Illinois company held extensive tracts of land, and they retail it to settlers at a moderate advance. <box>27 1235 263 1291</box>
paragraph: The tradesmen of Chicago have recently held a meeting at which they agreed to pay three per cent. to the bankers for taking their own notes and exchanging them at Eastern currency notes! <box>27 1051 263 1078</box>
paragraph: The basis of the movement must be, the knowledge that we are in a position to acquire fine, united, civilised, and vigorous action, so that this nation cannot be obtained unless full confidence be placed in those who are to lead in. The times evidently indicate that great and overwhelming changes are at hand. <box>790 185 1026 222</box>
paragraph: us, and the few there are, if they divided their whole substance between us, it would amount to a sparrow's feed for each, whilst it would make them poorer than we, and deserve no more of our charity. <box>1045 401 1281 429</box>
